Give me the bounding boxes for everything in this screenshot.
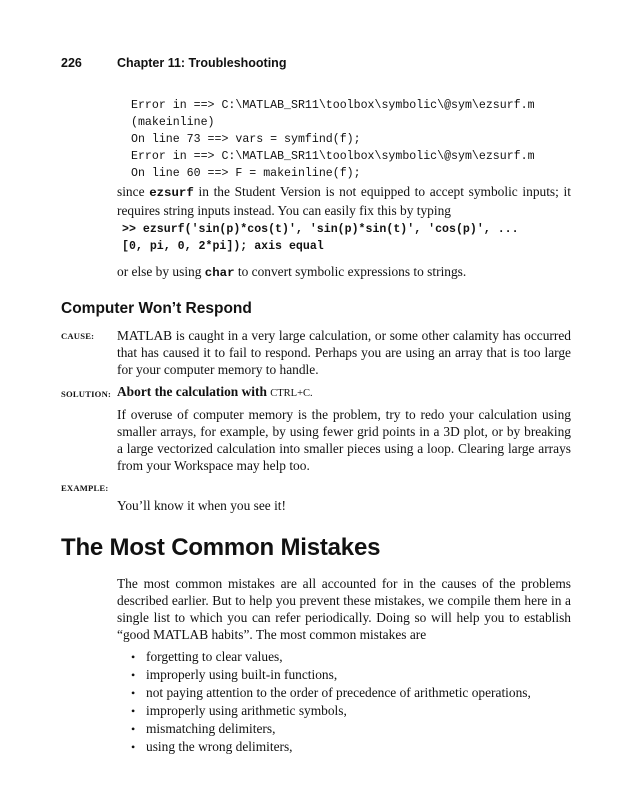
bullet-icon: • bbox=[131, 668, 136, 682]
code-line: Error in ==> C:\MATLAB_SR11\toolbox\symbolic\@sym\ezsurf.m bbox=[131, 99, 535, 112]
list-item bbox=[131, 702, 531, 720]
list-item-text: improperly using built-in functions, bbox=[146, 667, 338, 682]
paragraph-since bbox=[117, 183, 571, 219]
list-item bbox=[131, 738, 531, 756]
code-line: (makeinline) bbox=[131, 116, 215, 129]
paragraph-orelse bbox=[117, 263, 571, 282]
code-line: >> ezsurf('sin(p)*cos(t)', 'sin(p)*sin(t)', 'cos(p)', ... bbox=[122, 223, 519, 236]
text-run: Abort the calculation with bbox=[117, 384, 267, 399]
code-line: [0, pi, 0, 2*pi]); axis equal bbox=[122, 240, 324, 253]
mistakes-intro: The most common mistakes are all accounted for in the causes of the problems described earlier. But to help you prevent these mistakes, we compile them here in a single list to which you can refer periodically. Doing so will help you to establish “good MATLAB habits”. The most common mistakes are bbox=[117, 576, 571, 642]
page-number: 226 bbox=[61, 56, 82, 70]
list-item bbox=[131, 648, 531, 666]
bullet-icon: • bbox=[131, 740, 136, 754]
key-combo: CTRL+C. bbox=[270, 388, 313, 399]
text-run: in the Student Version is not equipped to accept symbolic inputs; it requires string inputs instead. You can easily fix this by typing bbox=[117, 184, 571, 218]
list-item bbox=[131, 666, 531, 684]
list-item bbox=[131, 684, 531, 702]
mistakes-list bbox=[131, 648, 531, 756]
bullet-icon: • bbox=[131, 704, 136, 718]
inline-code: char bbox=[204, 266, 235, 280]
cause-label: CAUSE: bbox=[61, 331, 95, 341]
text-run: since bbox=[117, 184, 150, 199]
bullet-icon: • bbox=[131, 722, 136, 736]
list-item-text: mismatching delimiters, bbox=[146, 721, 276, 736]
command-listing bbox=[122, 221, 519, 255]
list-item-text: using the wrong delimiters, bbox=[146, 739, 293, 754]
solution-paragraph: If overuse of computer memory is the problem, try to redo your calculation using smaller arrays, for example, by using fewer grid points in a 3D plot, or by breaking a large vectorized calculation into smaller pieces using a loop. Clearing large arrays from your Workspace may help too. bbox=[117, 407, 571, 473]
running-head: Chapter 11: Troubleshooting bbox=[117, 56, 287, 70]
bullet-icon: • bbox=[131, 650, 136, 664]
example-text: You’ll know it when you see it! bbox=[117, 498, 286, 513]
code-line: On line 60 ==> F = makeinline(f); bbox=[131, 167, 361, 180]
list-item bbox=[131, 720, 531, 738]
section-heading: Computer Won’t Respond bbox=[61, 300, 252, 317]
example-label: EXAMPLE: bbox=[61, 483, 109, 493]
list-item-text: forgetting to clear values, bbox=[146, 649, 283, 664]
bullet-icon: • bbox=[131, 686, 136, 700]
list-item-text: not paying attention to the order of precedence of arithmetic operations, bbox=[146, 685, 531, 700]
cause-text: MATLAB is caught in a very large calculation, or some other calamity has occurred that has caused it to fail to respond. Perhaps you are using an array that is too large for your computer memory to handle. bbox=[117, 328, 571, 377]
text-run: or else by using bbox=[117, 264, 205, 279]
list-item-text: improperly using arithmetic symbols, bbox=[146, 703, 347, 718]
code-line: On line 73 ==> vars = symfind(f); bbox=[131, 133, 361, 146]
solution-heading bbox=[117, 383, 571, 402]
solution-label: SOLUTION: bbox=[61, 389, 112, 399]
text-run: to convert symbolic expressions to strings. bbox=[234, 264, 467, 279]
chapter-section-heading: The Most Common Mistakes bbox=[61, 534, 381, 561]
error-listing bbox=[131, 97, 535, 182]
code-line: Error in ==> C:\MATLAB_SR11\toolbox\symbolic\@sym\ezsurf.m bbox=[131, 150, 535, 163]
inline-code: ezsurf bbox=[149, 186, 194, 200]
